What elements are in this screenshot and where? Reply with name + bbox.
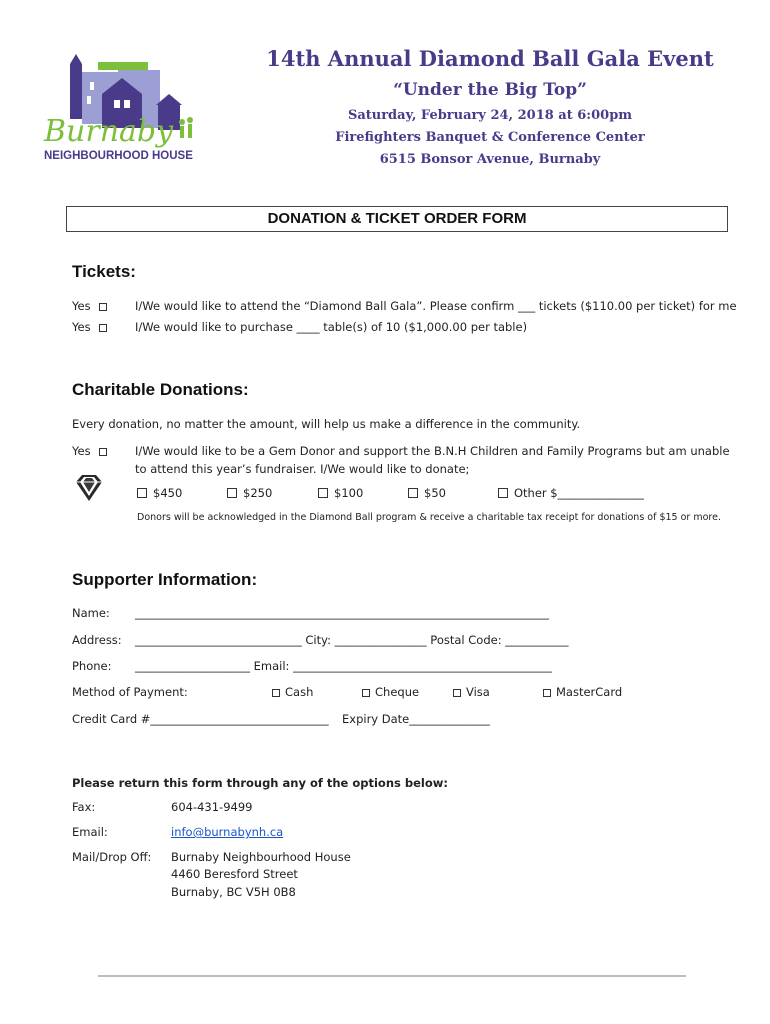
amount-label: $250: [243, 486, 273, 500]
checkbox-icon[interactable]: [318, 488, 328, 498]
email-link[interactable]: info@burnabynh.ca: [171, 825, 284, 839]
name-label: Name:: [72, 606, 110, 620]
diamond-icon: [74, 474, 104, 502]
amount-label: $450: [153, 486, 183, 500]
logo-subtitle: [44, 150, 193, 162]
checkbox-icon[interactable]: [453, 689, 461, 697]
phone-field[interactable]: ____________________ Email: _____________________________________________: [135, 659, 552, 673]
logo-subtitle-left: NEIGHBOURHOOD: [44, 150, 149, 162]
amount-50[interactable]: [408, 486, 446, 500]
mail-label: Mail/Drop Off:: [72, 850, 152, 864]
payment-visa[interactable]: [453, 685, 490, 699]
donation-note: Donors will be acknowledged in the Diamond Ball program & receive a charitable tax receipt for donations of $15 or more.: [137, 512, 721, 523]
address-field[interactable]: _____________________________ City: ________________ Postal Code: ___________: [135, 633, 569, 647]
event-date: Saturday, February 24, 2018 at 6:00pm: [347, 108, 633, 123]
phone-label: Phone:: [72, 659, 112, 673]
amount-250[interactable]: [227, 486, 272, 500]
credit-card-field[interactable]: Credit Card #_______________________________: [72, 712, 329, 726]
payment-option-label: Visa: [466, 685, 490, 699]
return-heading: Please return this form through any of the options below:: [72, 776, 448, 790]
address-label: Address:: [72, 633, 122, 647]
checkbox-icon[interactable]: [99, 324, 107, 332]
email-label: Email:: [72, 825, 108, 839]
checkbox-icon[interactable]: [137, 488, 147, 498]
checkbox-icon[interactable]: [272, 689, 280, 697]
amount-450[interactable]: [137, 486, 182, 500]
event-venue: Firefighters Banquet & Conference Center: [335, 130, 645, 145]
payment-cheque[interactable]: [362, 685, 419, 699]
mail-line-2: 4460 Beresford Street: [171, 867, 298, 881]
payment-option-label: Cheque: [375, 685, 420, 699]
payment-option-label: Cash: [285, 685, 314, 699]
checkbox-icon[interactable]: [99, 303, 107, 311]
mail-line-3: Burnaby, BC V5H 0B8: [171, 885, 296, 899]
form-title: DONATION & TICKET ORDER FORM: [66, 206, 728, 232]
checkbox-icon[interactable]: [227, 488, 237, 498]
donations-heading: Charitable Donations:: [72, 380, 249, 399]
footer-rule: [98, 975, 686, 977]
payment-label: Method of Payment:: [72, 685, 188, 699]
supporter-heading: Supporter Information:: [72, 570, 258, 589]
ticket-row-attend: I/We would like to attend the “Diamond Ball Gala”. Please confirm ___ tickets ($110.00 per ticket) for me: [135, 299, 737, 313]
mail-line-1: Burnaby Neighbourhood House: [171, 850, 351, 864]
logo-word: Burnaby: [44, 114, 174, 149]
name-field[interactable]: ________________________________________________________________________: [135, 606, 549, 620]
ticket-row-table: I/We would like to purchase ____ table(s) of 10 ($1,000.00 per table): [135, 320, 528, 334]
amount-100[interactable]: [318, 486, 363, 500]
yes-label: Yes: [72, 444, 91, 458]
donation-yes: [72, 444, 107, 458]
checkbox-icon[interactable]: [498, 488, 508, 498]
donation-text-1: I/We would like to be a Gem Donor and support the B.N.H Children and Family Programs but am unable: [135, 444, 730, 458]
amount-label: Other $_______________: [514, 486, 644, 500]
ticket-yes-2: [72, 320, 107, 334]
payment-mastercard[interactable]: [543, 685, 622, 699]
yes-label: Yes: [72, 320, 91, 334]
payment-cash[interactable]: [272, 685, 313, 699]
checkbox-icon[interactable]: [99, 448, 107, 456]
amount-other[interactable]: [498, 486, 644, 500]
event-title: 14th Annual Diamond Ball Gala Event: [266, 46, 714, 71]
fax-number: 604-431-9499: [171, 800, 253, 814]
checkbox-icon[interactable]: [362, 689, 370, 697]
tickets-heading: Tickets:: [72, 262, 136, 281]
event-subtitle: “Under the Big Top”: [393, 80, 587, 100]
amount-label: $50: [424, 486, 446, 500]
ticket-yes-1: [72, 299, 107, 313]
payment-option-label: MasterCard: [556, 685, 623, 699]
donation-text-2: to attend this year’s fundraiser. I/We would like to donate;: [135, 462, 470, 476]
expiry-field[interactable]: Expiry Date______________: [342, 712, 490, 726]
checkbox-icon[interactable]: [408, 488, 418, 498]
yes-label: Yes: [72, 299, 91, 313]
logo-subtitle-right: HOUSE: [151, 150, 193, 162]
logo: [40, 50, 220, 165]
checkbox-icon[interactable]: [543, 689, 551, 697]
event-address: 6515 Bonsor Avenue, Burnaby: [379, 152, 601, 167]
amount-label: $100: [334, 486, 364, 500]
donations-intro: Every donation, no matter the amount, will help us make a difference in the community.: [72, 417, 581, 431]
fax-label: Fax:: [72, 800, 96, 814]
